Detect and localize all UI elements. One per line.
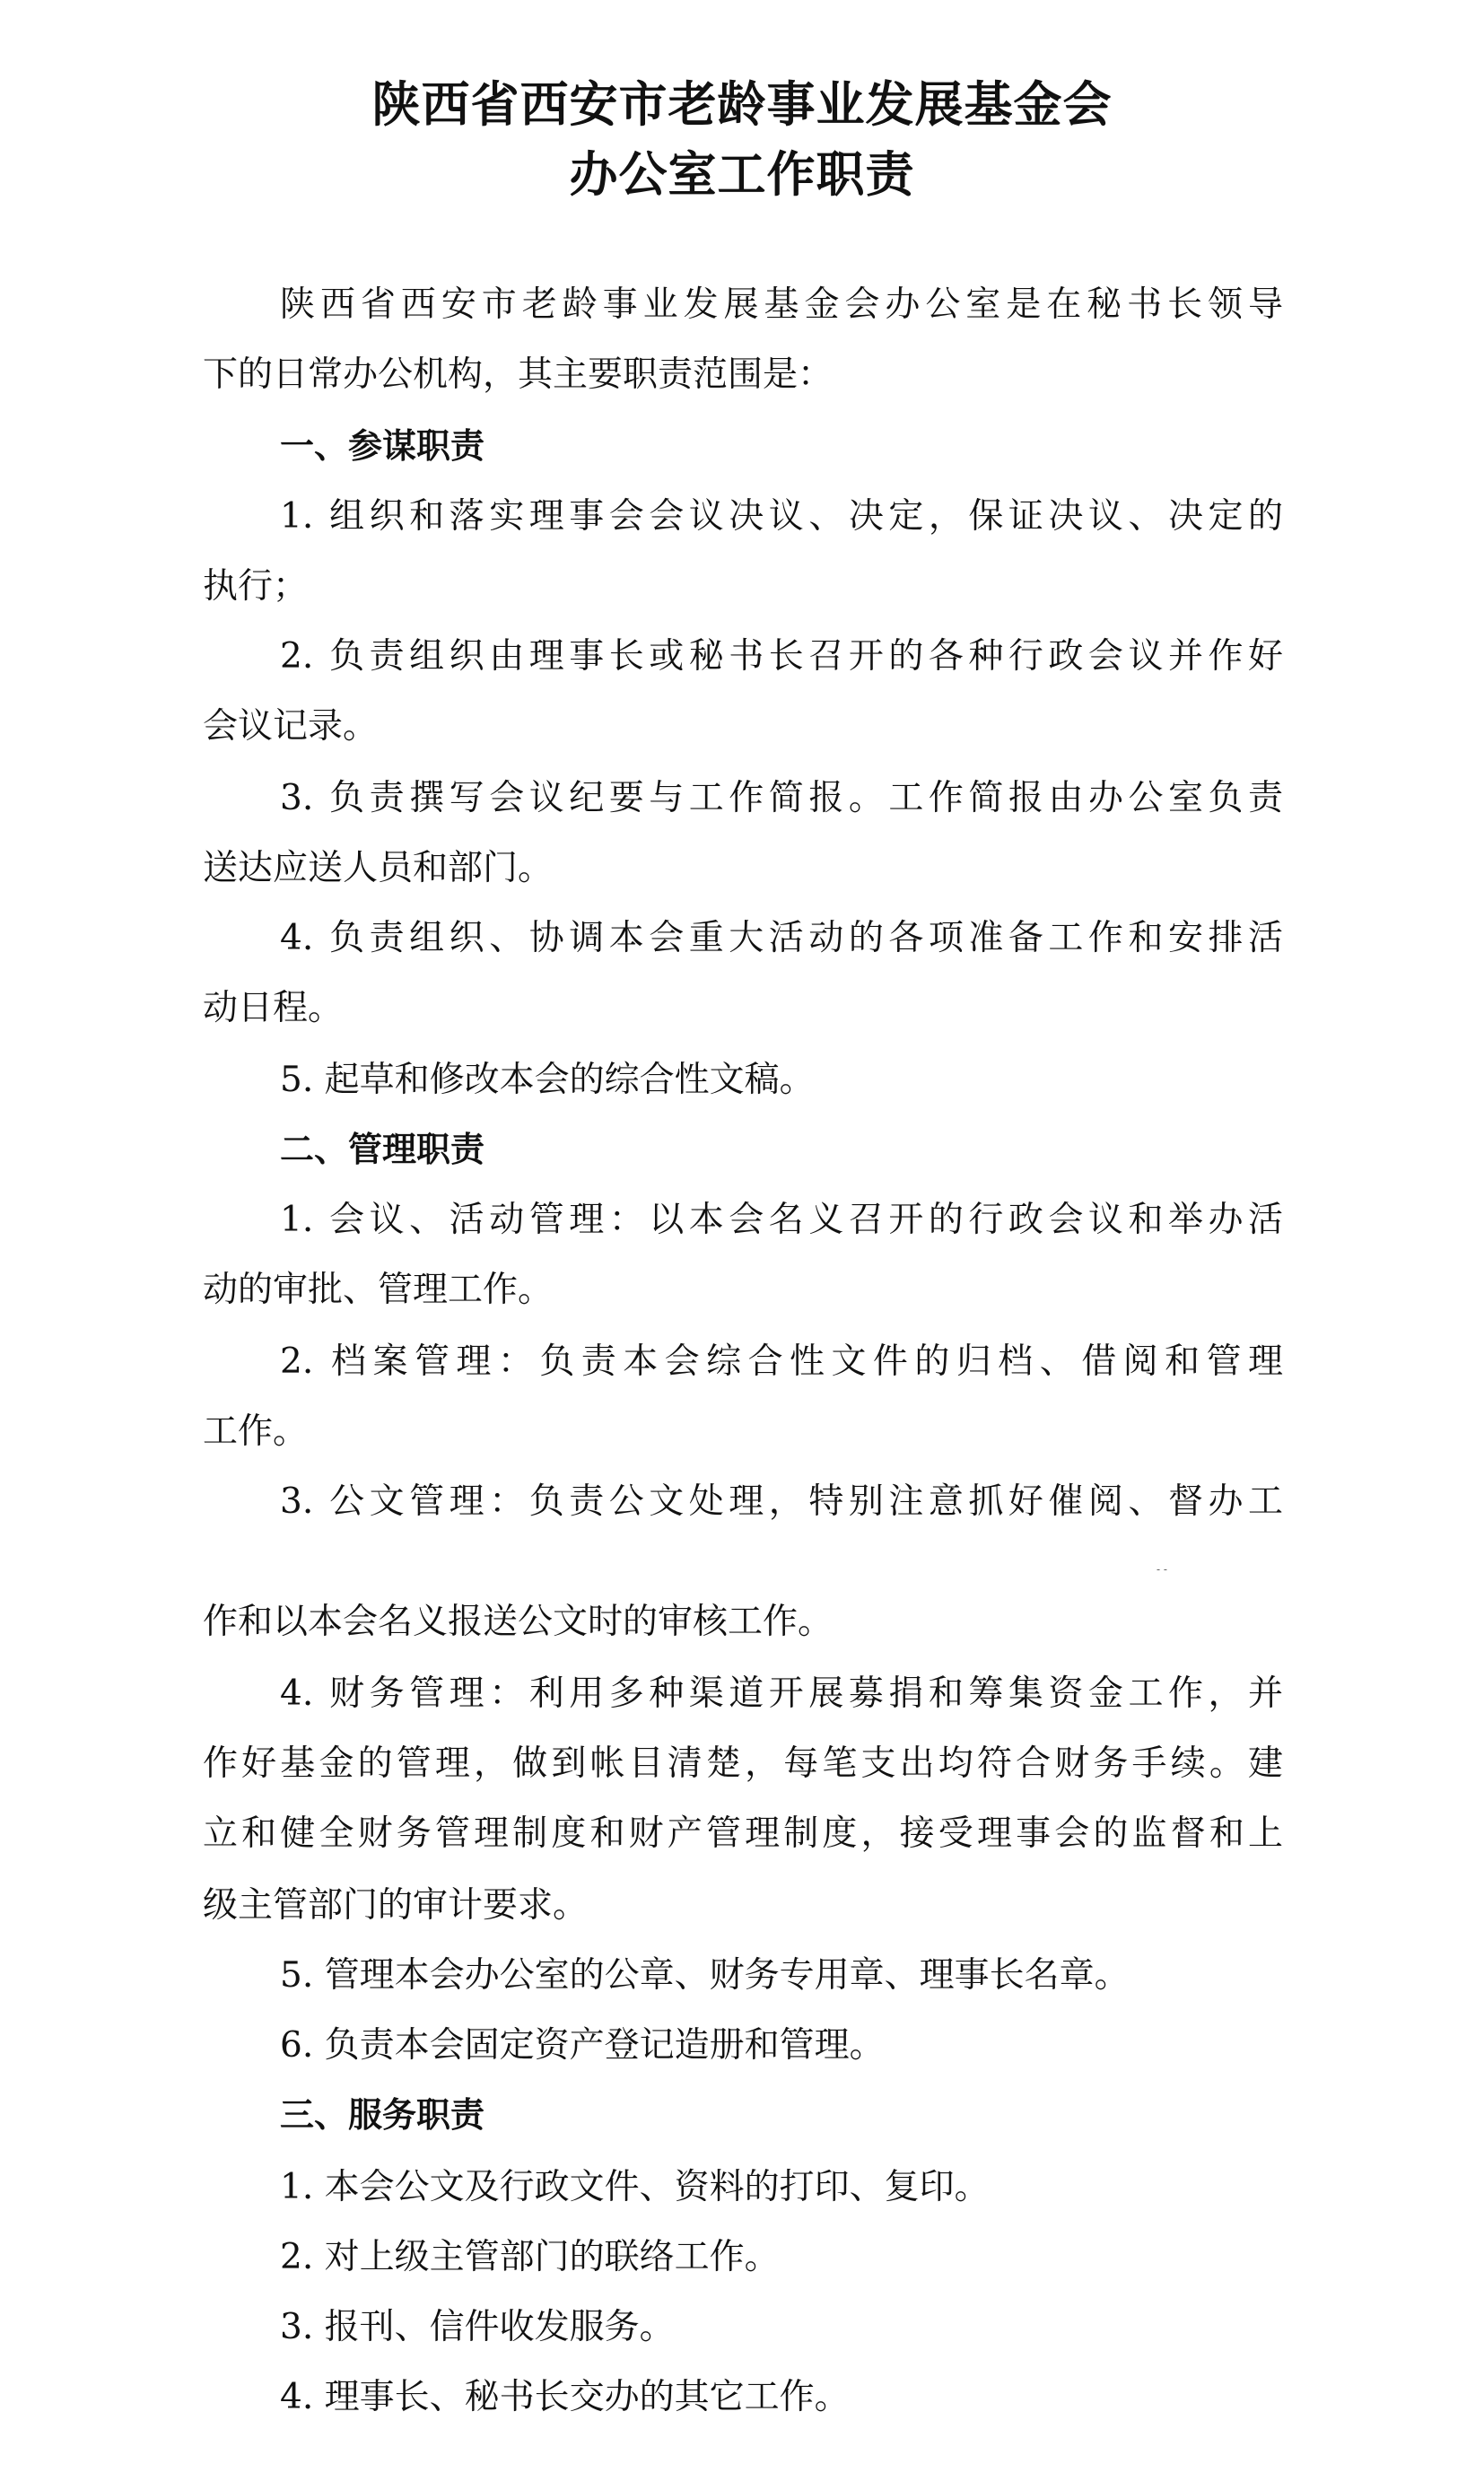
s1-item1-line2: 执行； [203,566,309,607]
intro-line-2: 下的日常办公机构，其主要职责范围是： [203,354,834,395]
s2-item3-line1: 3. 公文管理：负责公文处理，特别注意抓好催阅、督办工 [280,1481,1283,1522]
s2-item2-line1: 2. 档案管理：负责本会综合性文件的归档、借阅和管理 [280,1341,1283,1382]
s2-item1-line2: 动的审批、管理工作。 [203,1270,554,1310]
document-title-line1: 陕西省西安市老龄事业发展基金会 [371,75,1113,133]
scan-artifact-mark: - - [1157,1563,1167,1576]
s2-item5: 5. 管理本会办公室的公章、财务专用章、理事长名章。 [280,1955,1130,1996]
s2-item4-line4: 级主管部门的审计要求。 [203,1885,589,1926]
s2-item4-line3: 立和健全财务管理制度和财产管理制度，接受理事会的监督和上 [203,1813,1283,1854]
s2-item1-line1: 1. 会议、活动管理：以本会名义召开的行政会议和举办活 [280,1200,1283,1240]
document-title-line2: 办公室工作职责 [569,145,915,203]
s1-item4-line2: 动日程。 [203,988,344,1028]
s2-item6: 6. 负责本会固定资产登记造册和管理。 [280,2025,885,2066]
section-heading-3: 三、服务职责 [280,2095,485,2135]
section-heading-1: 一、参谋职责 [280,426,485,466]
s1-item1-line1: 1. 组织和落实理事会会议决议、决定，保证决议、决定的 [280,496,1283,537]
s3-item4: 4. 理事长、秘书长交办的其它工作。 [280,2377,850,2417]
s3-item2: 2. 对上级主管部门的联络工作。 [280,2237,780,2277]
s2-item3-line2: 作和以本会名义报送公文时的审核工作。 [203,1602,834,1642]
s1-item3-line2: 送达应送人员和部门。 [203,848,554,888]
s2-item4-line1: 4. 财务管理：利用多种渠道开展募捐和筹集资金工作，并 [280,1673,1283,1714]
section-heading-2: 二、管理职责 [280,1130,485,1169]
s1-item5: 5. 起草和修改本会的综合性文稿。 [280,1060,815,1100]
s2-item4-line2: 作好基金的管理，做到帐目清楚，每笔支出均符合财务手续。建 [203,1743,1283,1784]
s2-item2-line2: 工作。 [203,1411,309,1452]
s1-item2-line1: 2. 负责组织由理事长或秘书长召开的各种行政会议并作好 [280,636,1283,677]
s1-item4-line1: 4. 负责组织、协调本会重大活动的各项准备工作和安排活 [280,918,1283,958]
s1-item2-line2: 会议记录。 [203,706,379,747]
s3-item1: 1. 本会公文及行政文件、资料的打印、复印。 [280,2167,990,2207]
s1-item3-line1: 3. 负责撰写会议纪要与工作简报。工作简报由办公室负责 [280,778,1283,818]
intro-line-1: 陕西省西安市老龄事业发展基金会办公室是在秘书长领导 [280,284,1283,325]
s3-item3: 3. 报刊、信件收发服务。 [280,2307,675,2347]
